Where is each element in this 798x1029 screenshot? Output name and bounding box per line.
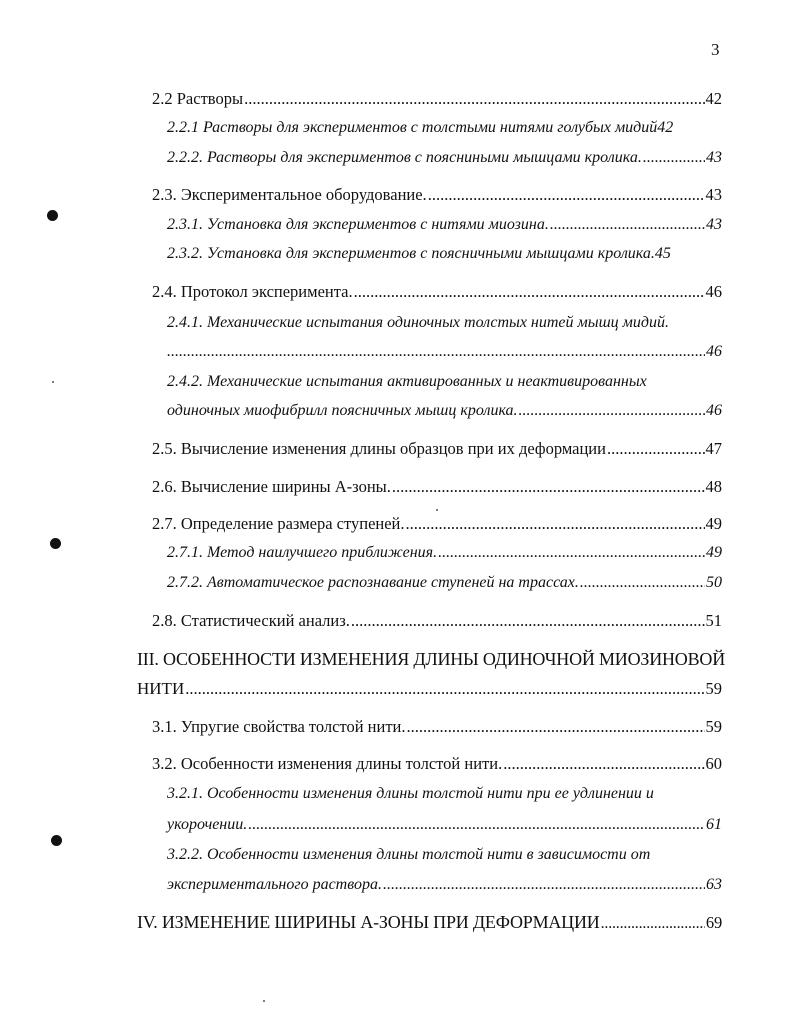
toc-page: 42 [657,119,674,136]
toc-page: 46 [706,402,722,419]
toc-dots [438,542,705,564]
toc-dots [351,610,705,632]
toc-title: 2.2.2. Растворы для экспериментов с поясниными мышцами кролика. [167,149,642,166]
toc-entry [137,678,722,700]
toc-page: 51 [705,611,722,630]
toc-entry [152,476,722,498]
toc-title-line1: 3.2.2. Особенности изменения длины толстой нити в зависимости от [167,846,651,863]
toc-title: 3.2. Особенности изменения длины толстой нити. [152,754,503,773]
toc-entry [167,400,722,422]
toc-title: 2.7. Определение размера ступеней. [152,514,405,533]
toc-page: 60 [705,754,722,773]
toc-dots [428,184,705,206]
toc-entry [167,214,722,236]
toc-entry [152,438,722,460]
toc-dots [244,88,704,110]
scan-speck [263,1000,265,1002]
toc-dots [643,147,705,169]
toc-chapter-line1: III. ОСОБЕННОСТИ ИЗМЕНЕНИЯ ДЛИНЫ ОДИНОЧНОЙ МИОЗИНОВОЙ [137,649,725,669]
toc-dots [607,438,705,460]
toc-page: 46 [706,343,722,360]
toc-page: 46 [705,282,722,301]
toc-page: 63 [706,876,722,893]
toc-entry [167,117,722,139]
toc-entry [167,542,722,564]
toc-entry [152,184,722,206]
toc-entry [152,753,722,775]
toc-title-line2: одиночных миофибрилл поясничных мышц кролика. [167,402,518,419]
toc-entry [167,814,722,836]
toc-entry [167,243,722,265]
punch-hole-bottom [51,835,62,846]
toc-page: 69 [705,913,722,932]
toc-dots [407,716,705,738]
toc-dots [354,281,705,303]
toc-title-line1: 3.2.1. Особенности изменения длины толстой нити при ее удлинении и [167,785,654,802]
toc-dots [580,572,705,594]
toc-page: 59 [705,679,722,698]
toc-title-line1: 2.4.1. Механические испытания одиночных толстых нитей мышц мидий. [167,314,669,331]
toc-dots [601,913,705,935]
toc-title-line2: экспериментального раствора. [167,876,382,893]
toc-dots [550,214,705,236]
toc-page: 43 [706,216,722,233]
toc-title: 2.3. Экспериментальное оборудование. [152,185,427,204]
toc-page: 49 [705,514,722,533]
toc-dots [503,753,704,775]
toc-page: 48 [705,477,722,496]
toc-title: 2.7.1. Метод наилучшего приближения. [167,544,438,561]
scan-speck [52,381,54,383]
toc-dots [406,513,705,535]
toc-dots [185,678,704,700]
toc-dots [519,400,705,422]
toc-title-line2: укорочении. [167,816,248,833]
toc-title: 2.3.1. Установка для экспериментов с нитями миозина. [167,216,549,233]
toc-entry [167,147,722,169]
toc-page: 45 [654,245,671,262]
toc-title: 3.1. Упругие свойства толстой нити. [152,717,406,736]
toc-entry [152,88,722,110]
punch-hole-middle [50,538,61,549]
toc-entry [167,572,722,594]
toc-title: 2.7.2. Автоматическое распознавание ступеней на трассах. [167,574,579,591]
toc-page: 61 [706,816,722,833]
toc-title: 2.2 Растворы [152,89,244,108]
toc-entry [152,610,722,632]
toc-title: 2.2.1 Растворы для экспериментов с толстыми нитями голубых мидий [167,119,658,136]
toc-entry [152,716,722,738]
toc-page: 43 [706,149,722,166]
toc-entry [152,513,722,535]
toc-dots [392,476,705,498]
toc-entry [152,281,722,303]
toc-entry [137,911,722,933]
scan-speck [436,509,438,511]
toc-dots [248,814,705,836]
toc-title-line1: 2.4.2. Механические испытания активированных и неактивированных [167,373,647,390]
toc-dots [383,874,705,896]
toc-entry [167,341,722,363]
toc-title-line2: НИТИ [137,679,185,698]
page-number: 3 [711,40,720,59]
toc-page: 42 [705,89,722,108]
toc-title: 2.6. Вычисление ширины А-зоны. [152,477,391,496]
toc-title: 2.8. Статистический анализ. [152,611,350,630]
toc-entry [167,874,722,896]
punch-hole-top [47,210,58,221]
toc-title: 2.3.2. Установка для экспериментов с поясничными мышцами кролика. [167,245,655,262]
toc-page: 59 [705,717,722,736]
toc-page: 50 [706,574,722,591]
toc-page: 49 [706,544,722,561]
toc-page: 43 [705,185,722,204]
toc-dots [167,341,705,363]
toc-page: 47 [705,439,722,458]
toc-title: 2.4. Протокол эксперимента. [152,282,353,301]
toc-title: IV. ИЗМЕНЕНИЕ ШИРИНЫ А-ЗОНЫ ПРИ ДЕФОРМАЦИИ [137,912,600,932]
toc-title: 2.5. Вычисление изменения длины образцов при их деформации [152,439,606,458]
